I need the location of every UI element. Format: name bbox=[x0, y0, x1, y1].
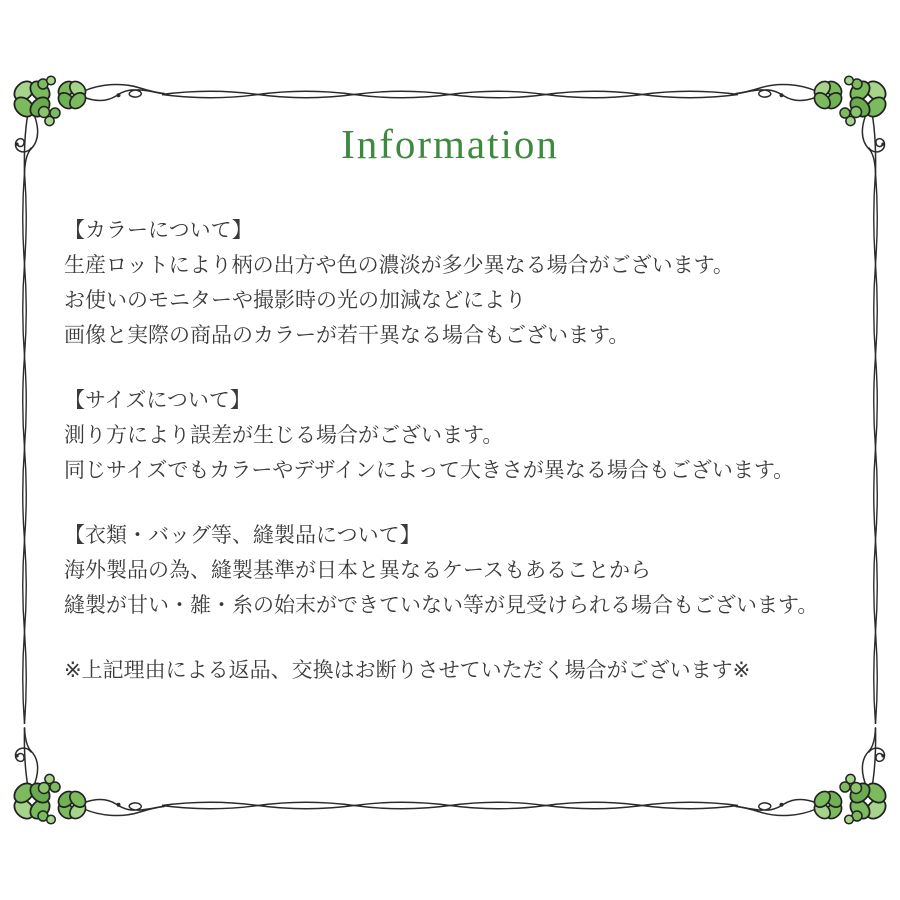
section-line: お使いのモニターや撮影時の光の加減などにより bbox=[64, 289, 526, 312]
section-line: 縫製が甘い・雑・糸の始末ができていない等が見受けられる場合もございます。 bbox=[64, 594, 819, 617]
info-section-sewing bbox=[64, 518, 856, 623]
info-content bbox=[64, 213, 856, 688]
page-title: Information bbox=[341, 121, 559, 167]
section-line: 海外製品の為、縫製基準が日本と異なるケースもあることから bbox=[64, 559, 651, 582]
returns-note: ※上記理由による返品、交換はお断りさせていただく場合がございます※ bbox=[64, 659, 751, 682]
info-section-color bbox=[64, 213, 856, 353]
section-line: 同じサイズでもカラーやデザインによって大きさが異なる場合もございます。 bbox=[64, 459, 795, 482]
section-heading: 【カラーについて】 bbox=[64, 219, 253, 242]
info-section-size bbox=[64, 383, 856, 488]
section-heading: 【サイズについて】 bbox=[64, 389, 251, 412]
section-line: 測り方により誤差が生じる場合がございます。 bbox=[64, 424, 504, 447]
section-heading: 【衣類・バッグ等、縫製品について】 bbox=[64, 524, 421, 547]
section-line: 生産ロットにより柄の出方や色の濃淡が多少異なる場合がございます。 bbox=[64, 254, 734, 277]
section-line: 画像と実際の商品のカラーが若干異なる場合もございます。 bbox=[64, 324, 630, 347]
